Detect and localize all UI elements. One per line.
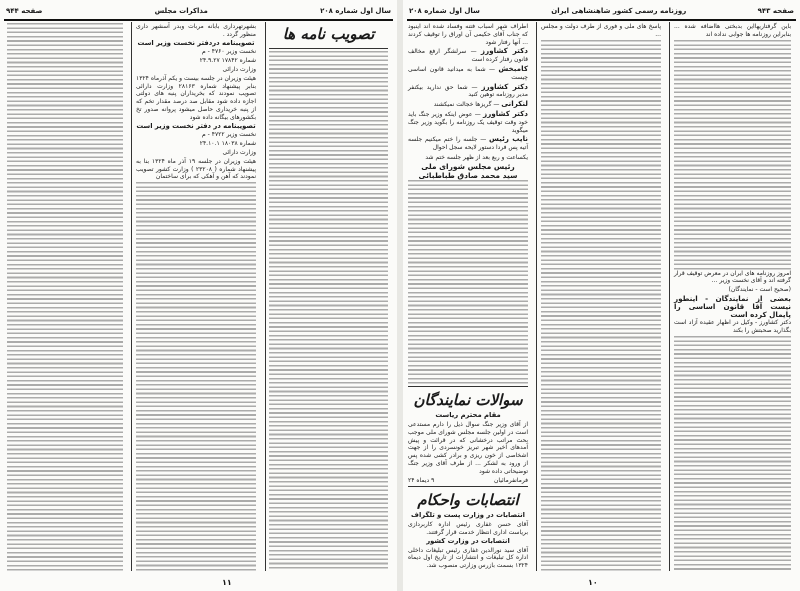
paragraph: دکتر کشاورز - وکیل در اظهار عقیده آزاد است بگذارید صحبتش را بکند xyxy=(674,319,791,335)
section-label: روزنامه رسمی کشور شاهنشاهی ایران xyxy=(551,7,687,15)
text-body xyxy=(541,40,661,571)
left-page-col-left xyxy=(4,23,126,571)
paragraph: بعضی از نمایندگان - اینطور نیست آقا قانون اساسی را پایمال کرده است xyxy=(674,293,791,319)
paragraph: پاسخ های ملی و فوری از طرف دولت و مجلس ... xyxy=(541,23,661,38)
folio-right: ۱۰ xyxy=(588,578,598,587)
question-signer: فرمانفرمائیان xyxy=(494,476,528,484)
paragraph: (صحیح است - نمایندگان) xyxy=(728,286,791,294)
debate-line: کامبخش — شما به میدانید قانون اساسی چیست xyxy=(408,63,528,81)
right-page-col-right xyxy=(671,23,794,571)
column-divider xyxy=(536,22,537,571)
paragraph: امروز روزنامه های ایران در معرض توقیف قرار گرفته اند و آقای نخست وزیر ... xyxy=(673,269,791,285)
paragraph: اطراف شهر اسباب فتنه وفساد شده اند اینبود که جناب آقای حکیمی آن اوراق را توقیف کردند ... آنها رفتار شود xyxy=(408,23,528,46)
paragraph: تصویبنامه در دفتر نخست وزیر است xyxy=(136,121,256,130)
divider xyxy=(408,486,528,487)
text-body xyxy=(408,180,528,384)
issue-label: سال اول شماره ۲۰۸ xyxy=(320,7,391,15)
page-number: صفحه ۹۴۴ xyxy=(6,7,43,15)
addressee: مقام محترم ریاست xyxy=(435,411,501,420)
column-divider xyxy=(131,22,132,571)
paragraph: بشهرتهرداری بابانه مربات وبدر آسشهر داری منظور گردد . xyxy=(136,23,256,38)
left-page-header xyxy=(6,4,391,18)
page-number: صفحه ۹۴۳ xyxy=(757,7,794,15)
appointment-section-title: انتصابات در وزارت پست و تلگراف xyxy=(411,511,525,520)
right-page-header xyxy=(409,4,794,18)
divider xyxy=(408,386,528,387)
text-body xyxy=(674,40,791,270)
text-body xyxy=(269,51,388,571)
paragraph: باین گرفتاریهااین بدبختی هااضافه شده ... بنابراین روزنامه ها جوابی نداده اند xyxy=(674,23,791,38)
left-page xyxy=(0,0,397,591)
headline-questions: سوالات نمایندگان xyxy=(413,391,523,410)
headline-appointments: انتصابات واحکام xyxy=(417,491,519,510)
paragraph: نخست وزیر ۴۷۲۲ - م xyxy=(202,131,256,139)
decree-number: شماره ۱۷۸۴۲ ۲۴.۹.۲۷ xyxy=(199,57,256,65)
debate-line: یکساعت و ربع بعد از ظهر جلسه ختم شد xyxy=(425,153,528,161)
appointment-body: آقای سید نورالدین غفاری رئیس تبلیغات داخلی اداره کل تبلیغات و انتشارات از تاریخ اول دیماه ۱۳۲۴ بسمت بازرس وزارتی منصوب شد. xyxy=(408,546,528,570)
section-label: مذاکرات مجلس xyxy=(154,7,208,15)
column-divider xyxy=(669,22,670,571)
question-meta xyxy=(408,477,528,485)
appointment-section-title: انتصابات در وزارت کشور xyxy=(426,536,510,545)
signature-title: رئیس مجلس شورای ملی xyxy=(421,161,515,171)
debate-line: دکتر کشاورز — شما حق ندارید بیکنفر مدیر روزنامه توهین کنید xyxy=(408,81,528,99)
decree-number: شماره ۱۸۰۳۸ ۲۴.۱۰.۱ xyxy=(199,140,256,148)
debate-line: دکتر کشاورز — سرلشگر ارفع مخالف قانون رفتار کرده است xyxy=(408,46,528,64)
paragraph: نخست وزیر ۴۷۶۰ - م xyxy=(202,48,256,56)
debate-line: لنکرانی — گریزها خجالت نمیکشند xyxy=(433,99,528,109)
text-body xyxy=(674,336,791,571)
question-date: ۹ دیماه ۲۴ xyxy=(408,476,435,484)
text-body xyxy=(136,182,256,571)
signature-name: سید محمد صادق طباطبائی xyxy=(418,170,518,180)
headline-decrees: تصویب نامه ها xyxy=(282,25,375,43)
debate-line: دکتر کشاورز — عوض اینکه وزیر جنگ باید خود وقت توقیف یک روزنامه را بگوید وزیر جنگ میگوید xyxy=(408,108,528,134)
divider xyxy=(269,48,388,49)
folio-left: ۱۱ xyxy=(222,578,232,587)
right-page-col-middle xyxy=(538,23,664,571)
text-body xyxy=(7,23,123,571)
left-page-col-middle xyxy=(133,23,259,571)
paragraph: هیئت وزیران در جلسه بیست و یکم آذرماه ۱۳۲۴ بنابر پیشنهاد شماره ۲۸۱۶۳ وزارت دارائی تصویب نمودند که بخریداران پنبه های دولتی اجازه داده شود مقابل صد درصد مقدار تخم که از پنبه خریداری حاصل میشود پروانه صدور تخ بکشورهای بیگانه داده شود xyxy=(136,74,256,121)
paragraph: هیئت وزیران در جلسه ۱۹ آذر ماه ۱۳۲۴ بنا به پیشنهاد شماره ( ۲۳۲۰۸ ) وزارت کشور تصویب نمودند که آهن و آهکی که برای ساختمان xyxy=(136,157,257,181)
ministry: وزارت دارائی xyxy=(222,148,256,156)
debate-line: نایب رئیس — جلسه را ختم میکنیم جلسه آتیه پس فردا دستور لایحه سجل احوال xyxy=(408,134,528,152)
header-rule xyxy=(407,19,796,21)
right-page-col-left xyxy=(405,23,531,571)
left-page-col-right xyxy=(266,23,391,571)
paragraph: تصویبنامه دردفتر نخست وزیر است xyxy=(137,38,255,47)
question-body: از آقای وزیر جنگ سوال ذیل را دارم مستدعی است در اولین جلسه مجلس شورای ملی موجب بحث مراتب درخشانی که در قرائت و پیش آمدهای اخیر شهر تبریز خونسردی را از جهت اشخاصی از خون ریزی و برادر کشی شده پس از ورود به لشکر ... از طرف آقای وزیر جنگ توضیحاتی داده شود xyxy=(408,421,528,475)
ministry: وزارت دارائی xyxy=(222,65,256,73)
column-divider xyxy=(265,22,266,571)
right-page xyxy=(403,0,800,591)
header-rule xyxy=(4,19,393,21)
issue-label: سال اول شماره ۲۰۸ xyxy=(409,7,480,15)
appointment-body: آقای حسن غفاری رئیس اداره کاربردازی بریاست اداری انتظار خدمت قرار گرفتند. xyxy=(408,521,528,537)
